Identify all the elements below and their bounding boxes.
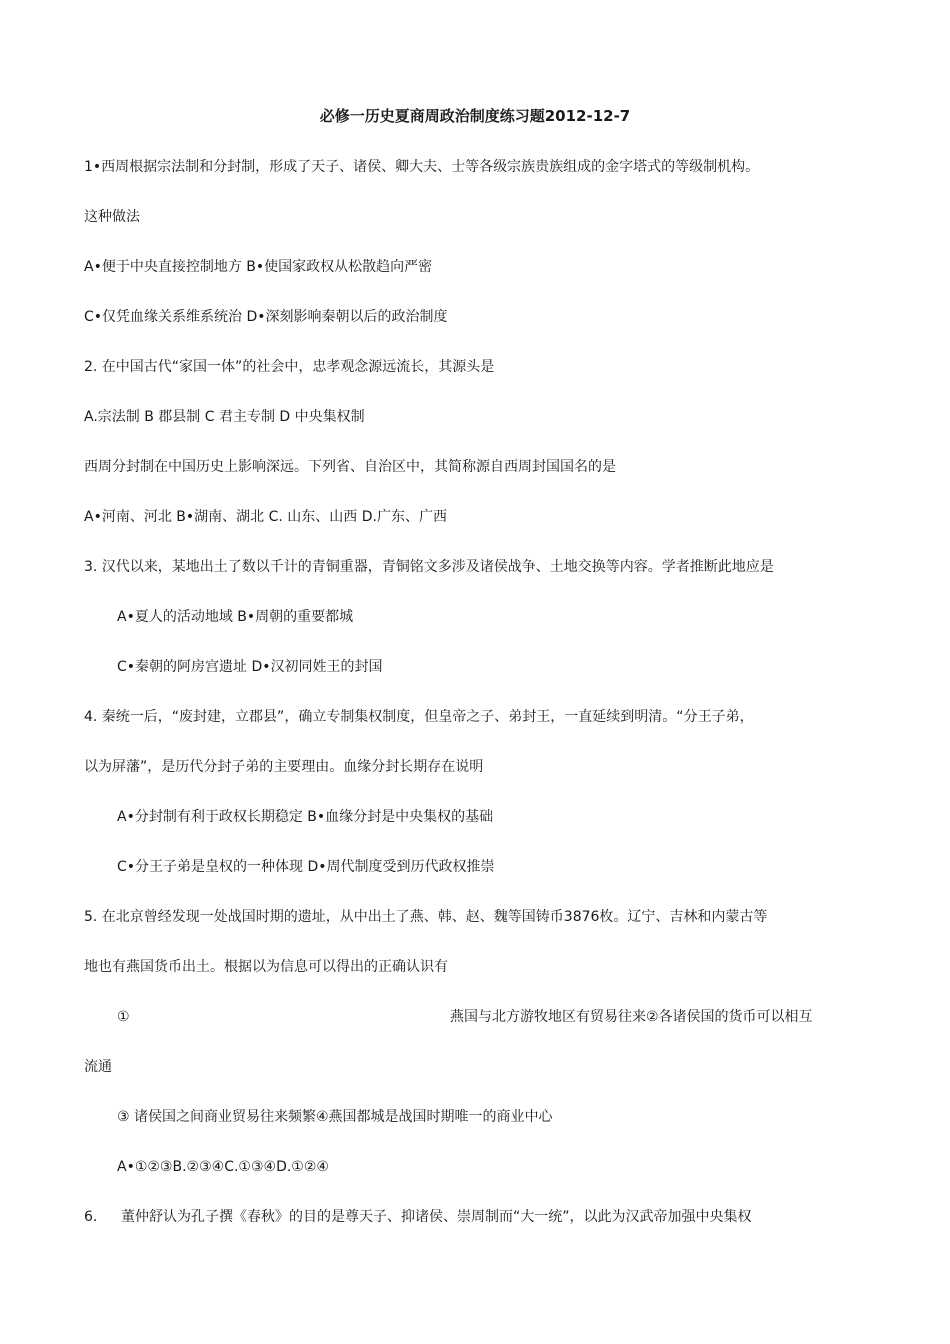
question-5-items-continued: 流通	[84, 1059, 112, 1075]
question-5-stem: 5. 在北京曾经发现一处战国时期的遗址，从中出土了燕、韩、赵、魏等国铸币3876枚。辽宁、吉林和内蒙古等	[84, 909, 768, 925]
question-1-options-cd: C•仅凭血缘关系维系统治 D•深刻影响秦朝以后的政治制度	[84, 309, 448, 325]
question-2-options: A.宗法制 B 郡县制 C 君主专制 D 中央集权制	[84, 409, 365, 425]
document-title: 必修一历史夏商周政治制度练习题2012-12-7	[319, 107, 631, 125]
question-3-options-ab: A•夏人的活动地域 B•周朝的重要都城	[117, 609, 354, 625]
question-4-options-cd: C•分王子弟是皇权的一种体现 D•周代制度受到历代政权推崇	[117, 859, 495, 875]
question-4-stem-continued: 以为屏藩”，是历代分封子弟的主要理由。血缘分封长期存在说明	[84, 759, 484, 775]
question-4-options-ab: A•分封制有利于政权长期稳定 B•血缘分封是中央集权的基础	[117, 809, 494, 825]
question-5-item-marker: ①	[117, 1009, 130, 1025]
question-3-stem: 3. 汉代以来，某地出土了数以千计的青铜重器，青铜铭文多涉及诸侯战争、土地交换等内容。学者推断此地应是	[84, 559, 774, 575]
question-3-options-cd: C•秦朝的阿房宫遗址 D•汉初同姓王的封国	[117, 659, 383, 675]
question-2-stem: 2. 在中国古代“家国一体”的社会中，忠孝观念源远流长，其源头是	[84, 359, 495, 375]
question-2b-options: A•河南、河北 B•湖南、湖北 C. 山东、山西 D.广东、广西	[84, 509, 447, 525]
question-1-options-ab: A•便于中央直接控制地方 B•使国家政权从松散趋向严密	[84, 259, 433, 275]
question-2b-stem: 西周分封制在中国历史上影响深远。下列省、自治区中，其简称源自西周封国国名的是	[84, 459, 616, 475]
question-5-items-3-4: ③ 诸侯国之间商业贸易往来频繁④燕国都城是战国时期唯一的商业中心	[117, 1109, 553, 1125]
question-4-stem: 4. 秦统一后，“废封建，立郡县”，确立专制集权制度，但皇帝之子、弟封王，一直延续到明清。“分王子弟，	[84, 709, 754, 725]
question-5-options: A•①②③B.②③④C.①③④D.①②④	[117, 1159, 329, 1175]
question-1-stem-continued: 这种做法	[84, 209, 140, 225]
question-1-stem: 1•西周根据宗法制和分封制，形成了天子、诸侯、卿大夫、士等各级宗族贵族组成的金字塔式的等级制机构。	[84, 159, 760, 175]
question-5-items-1-2: 燕国与北方游牧地区有贸易往来②各诸侯国的货币可以相互	[450, 1009, 813, 1025]
question-6-number: 6.	[84, 1209, 98, 1225]
question-5-stem-continued: 地也有燕国货币出土。根据以为信息可以得出的正确认识有	[84, 959, 448, 975]
question-6-stem: 董仲舒认为孔子撰《春秋》的目的是尊天子、抑诸侯、崇周制而“大一统”，以此为汉武帝加强中央集权	[121, 1209, 752, 1225]
